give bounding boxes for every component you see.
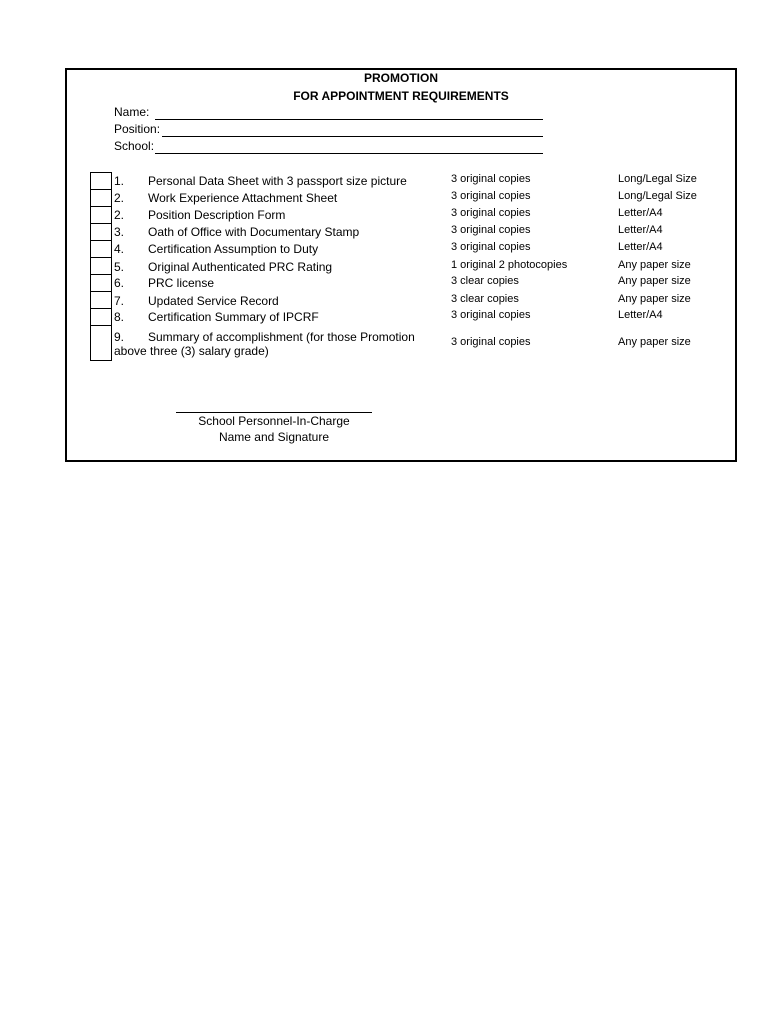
req-copies: 3 clear copies [451,275,519,287]
requirements-form [65,68,737,462]
name-label: Name: [114,105,150,119]
position-label: Position: [114,122,161,136]
school-label: School: [114,139,155,153]
req-num: 2. [114,208,125,222]
checkbox-2[interactable] [90,189,112,207]
req-size: Letter/A4 [618,207,663,219]
req-num: 6. [114,276,125,290]
checkbox-9[interactable] [90,308,112,326]
req-size: Long/Legal Size [618,190,697,202]
req-desc-continued: above three (3) salary grade) [114,344,269,358]
req-copies: 3 original copies [451,207,531,219]
req-desc: Original Authenticated PRC Rating [148,260,333,274]
signature-line[interactable] [176,412,372,413]
req-copies: 3 original copies [451,173,531,185]
req-desc: Oath of Office with Documentary Stamp [148,225,360,239]
req-size: Long/Legal Size [618,173,697,185]
req-desc: Work Experience Attachment Sheet [148,191,338,205]
req-desc: Certification Assumption to Duty [148,242,319,256]
checkbox-3[interactable] [90,206,112,224]
req-size: Letter/A4 [618,241,663,253]
req-desc: Summary of accomplishment (for those Promotion [148,330,415,344]
req-num: 7. [114,294,125,308]
position-line[interactable] [162,136,543,137]
checkbox-10[interactable] [90,325,112,361]
name-line[interactable] [155,119,543,120]
req-copies: 1 original 2 photocopies [451,259,568,271]
req-copies: 3 original copies [451,224,531,236]
req-size: Any paper size [618,336,691,348]
school-line[interactable] [155,153,543,154]
checkbox-7[interactable] [90,274,112,292]
req-size: Letter/A4 [618,224,663,236]
checkbox-4[interactable] [90,223,112,241]
req-num: 3. [114,225,125,239]
checkbox-8[interactable] [90,291,112,309]
req-size: Any paper size [618,275,691,287]
req-num: 5. [114,260,125,274]
signature-title: School Personnel-In-Charge [198,414,350,428]
req-copies: 3 clear copies [451,293,519,305]
req-copies: 3 original copies [451,241,531,253]
req-num: 2. [114,191,125,205]
checkbox-1[interactable] [90,172,112,190]
req-copies: 3 original copies [451,309,531,321]
req-desc: Personal Data Sheet with 3 passport size picture [148,174,407,188]
req-desc: Updated Service Record [148,294,279,308]
req-desc: Position Description Form [148,208,286,222]
req-copies: 3 original copies [451,336,531,348]
signature-caption: Name and Signature [218,430,330,444]
req-desc: PRC license [148,276,215,290]
req-size: Any paper size [618,259,691,271]
req-copies: 3 original copies [451,190,531,202]
req-num: 4. [114,242,125,256]
form-subtitle: FOR APPOINTMENT REQUIREMENTS [293,89,509,103]
checkbox-5[interactable] [90,240,112,258]
req-size: Any paper size [618,293,691,305]
req-num: 8. [114,310,125,324]
req-num: 1. [114,174,125,188]
req-desc: Certification Summary of IPCRF [148,310,319,324]
form-title: PROMOTION [364,71,438,85]
req-num: 9. [114,330,125,344]
checkbox-6[interactable] [90,257,112,275]
req-size: Letter/A4 [618,309,663,321]
